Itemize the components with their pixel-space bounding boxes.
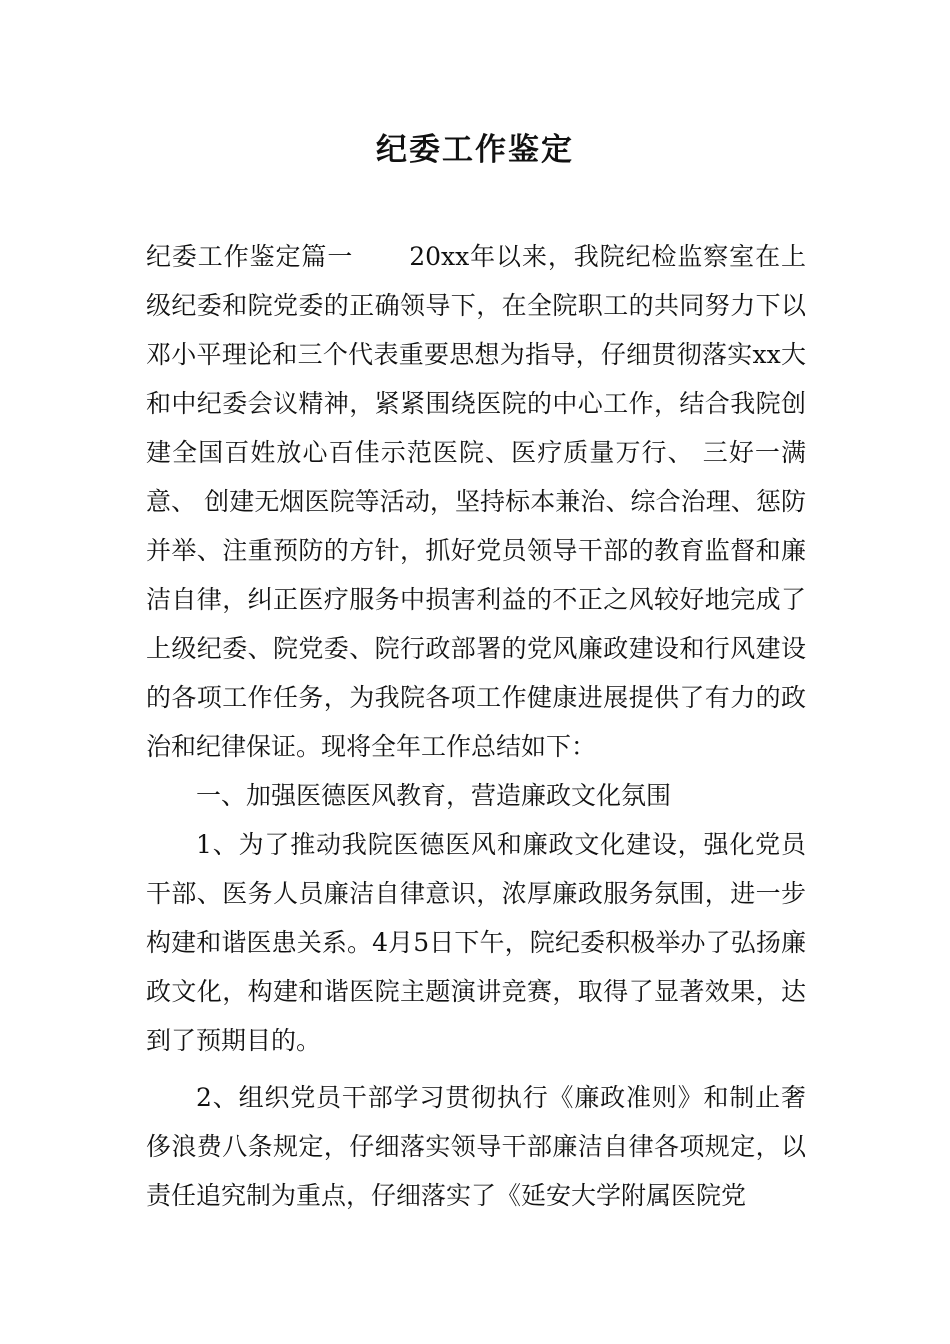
document-title: 纪委工作鉴定 (376, 132, 574, 168)
document-body (146, 232, 806, 1220)
section-heading-1: 一、加强医德医风教育，营造廉政文化氛围 (196, 781, 672, 810)
intro-paragraph (146, 232, 806, 771)
intro-label: 纪委工作鉴定篇一 (146, 242, 354, 271)
paragraph-item-2: 2、组织党员干部学习贯彻执行《廉政准则》和制止奢侈浪费八条规定，仔细落实领导干部廉洁自律各项规定，以责任追究制为重点，仔细落实了《延安大学附属医院党 (146, 1083, 806, 1210)
intro-text: 20xx年以来，我院纪检监察室在上级纪委和院党委的正确领导下，在全院职工的共同努力下以邓小平理论和三个代表重要思想为指导，仔细贯彻落实xx大和中纪委会议精神，紧紧围绕医院的中心工作，结合我院创建全国百姓放心百佳示范医院、医疗质量万行、 三好一满意、 创建无烟医院等活动，坚持标本兼治、综合治理、惩防并举、注重预防的方针，抓好党员领导干部的教育监督和廉洁自律，纠正医疗服务中损害利益的不正之风较好地完成了上级纪委、院党委、院行政部署的党风廉政建设和行风建设的各项工作任务，为我院各项工作健康进展提供了有力的政治和纪律保证。现将全年工作总结如下： (146, 242, 806, 761)
paragraph-item-1: 1、为了推动我院医德医风和廉政文化建设，强化党员干部、医务人员廉洁自律意识，浓厚廉政服务氛围，进一步构建和谐医患关系。4月5日下午，院纪委积极举办了弘扬廉政文化，构建和谐医院主题演讲竞赛，取得了显著效果，达到了预期目的。 (146, 830, 806, 1055)
